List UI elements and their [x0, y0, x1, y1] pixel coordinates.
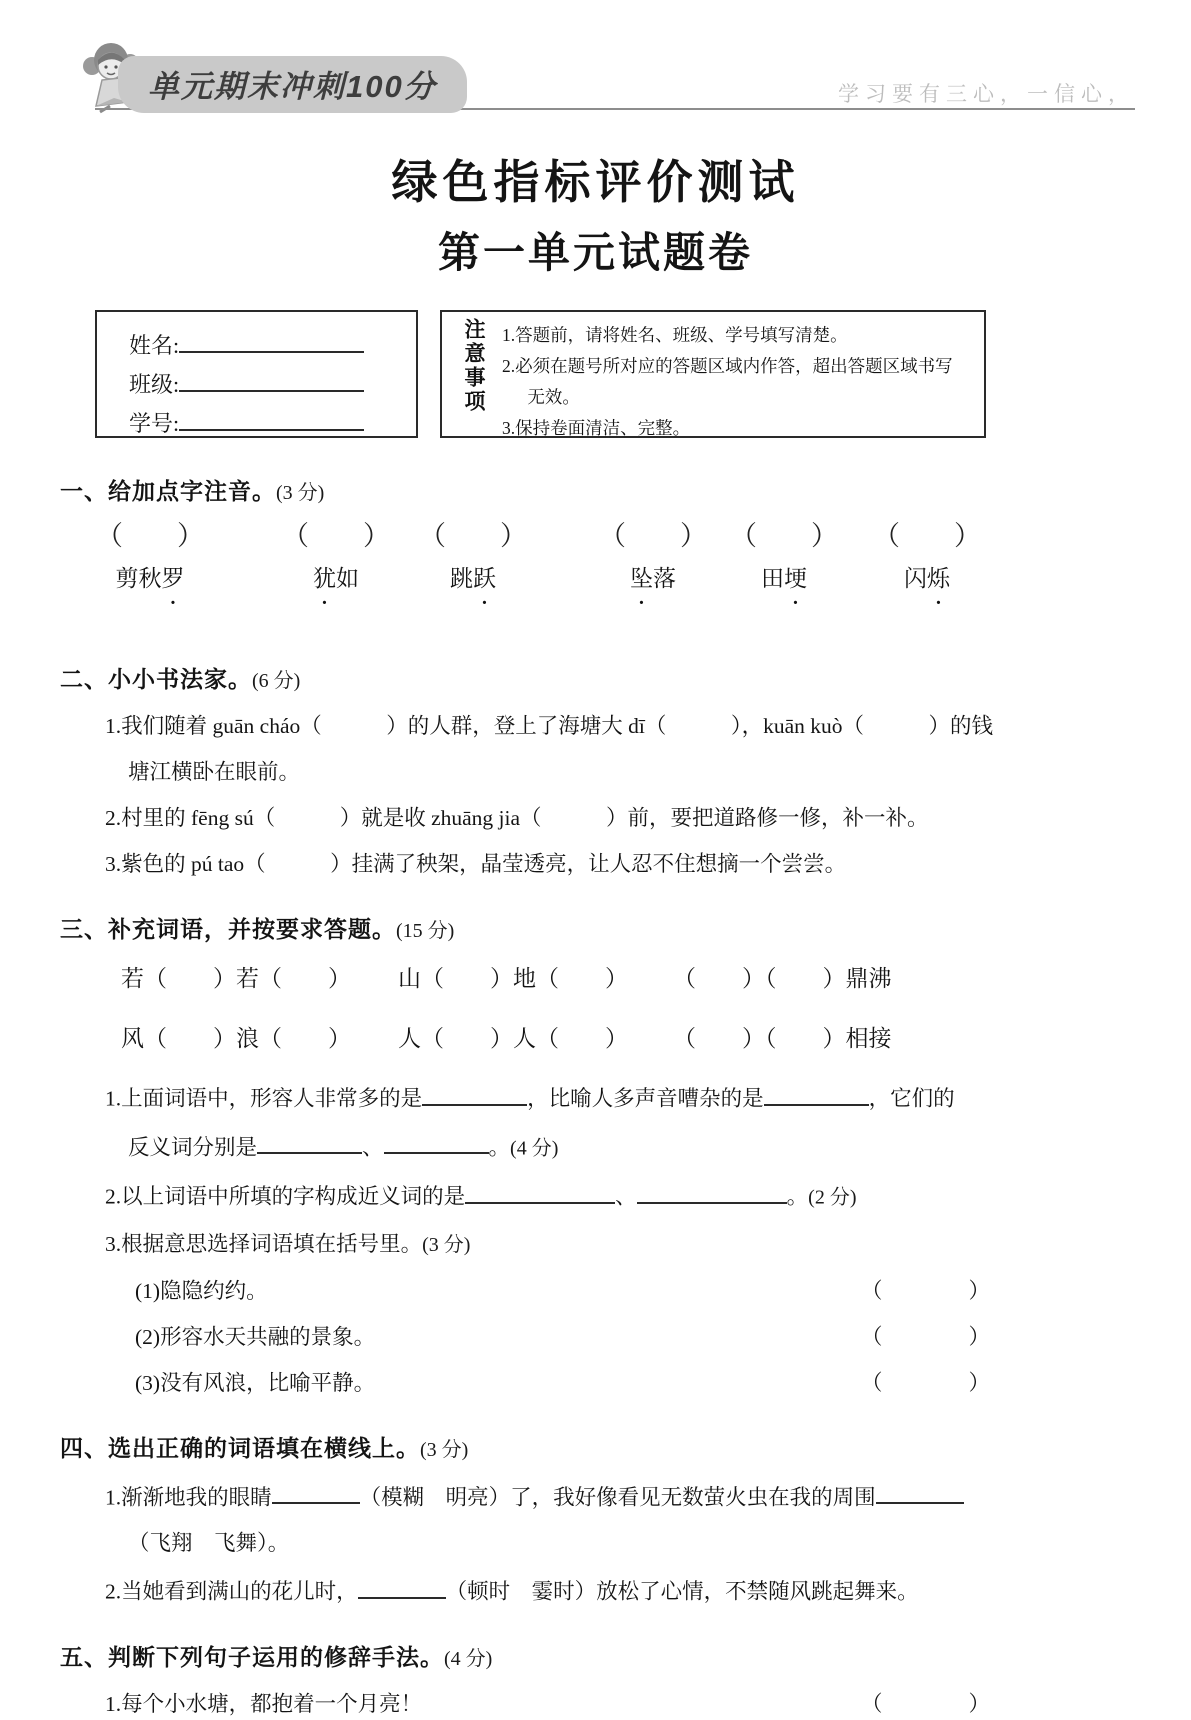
- answer-parens: （ ）: [730, 521, 838, 551]
- name-blank: [179, 328, 364, 353]
- dotted-char: 犹: [313, 566, 336, 591]
- answer-parens: （ ）: [96, 521, 204, 551]
- s3-q2: 2.以上词语中所填的字构成近义词的是 、 。(2 分): [60, 1179, 1131, 1214]
- fill-blank: [637, 1179, 787, 1204]
- series-badge: 单元期末冲刺100分: [118, 56, 467, 113]
- dotted-char: 坠: [630, 566, 653, 591]
- page-subtitle: 第一单元试题卷: [437, 231, 753, 277]
- exam-body: [0, 476, 1191, 1720]
- fill-blank: [764, 1081, 869, 1106]
- student-id-label: 学号:: [129, 411, 180, 437]
- class-field: [129, 367, 416, 400]
- s2-item-3: 3.紫色的 pú tao（ ）挂满了秧架，晶莹透亮，让人忍不住想摘一个尝尝。: [105, 852, 847, 876]
- pinyin-annotation-row: [60, 518, 1131, 630]
- answer-parens: （ ）: [860, 1691, 990, 1716]
- student-id-field: [129, 406, 416, 439]
- answer-parens: （ ）: [873, 521, 981, 551]
- answer-parens: （ ）: [860, 1324, 990, 1349]
- answer-parens: （ ）: [599, 521, 707, 551]
- section-3-heading: 三、补充词语，并按要求答题。(15 分): [60, 916, 455, 942]
- dotted-char: 跃: [473, 566, 496, 591]
- fill-blank: [272, 1480, 360, 1505]
- class-blank: [179, 367, 364, 392]
- answer-parens: （ ）: [419, 521, 527, 551]
- notice-item-1: 1.答题前，请将姓名、班级、学号填写清楚。: [502, 325, 848, 345]
- section-2-heading: 二、小小书法家。(6 分): [60, 666, 301, 692]
- s3-q1-line-1: 1.上面词语中，形容人非常多的是 ，比喻人多声音嘈杂的是 ，它们的: [60, 1081, 1131, 1115]
- name-field: [129, 328, 416, 361]
- s3-q3-sub-3: (3)没有风浪，比喻平静。 （ ）: [60, 1368, 1131, 1399]
- s4-item-1-line-2: （飞翔 飞舞）。: [128, 1531, 290, 1556]
- page-title: 绿色指标评价测试: [391, 157, 800, 208]
- dotted-char: 罗: [161, 566, 185, 591]
- notice-item-3: 3.保持卷面清洁、完整。: [502, 418, 691, 439]
- answer-parens: （ ）: [860, 1370, 990, 1395]
- class-label: 班级:: [129, 372, 180, 398]
- dotted-char: 埂: [784, 566, 807, 591]
- notice-box: [440, 310, 986, 438]
- section-4-heading: 四、选出正确的词语填在横线上。(3 分): [60, 1434, 469, 1461]
- dotted-char: 烁: [927, 566, 950, 591]
- s4-item-2: 2.当她看到满山的花儿时， （顿时 霎时）放松了心情，不禁随风跳起舞来。: [60, 1574, 1131, 1608]
- s5-item-1: 1.每个小水塘，都抱着一个月亮！ （ ）: [60, 1689, 1131, 1720]
- s3-q3-sub-1: (1)隐隐约约。 （ ）: [60, 1276, 1131, 1307]
- pinyin-word-3: （ ） 跳跃: [398, 518, 548, 594]
- s3-q1-line-2: 反义词分别是 、 。(4 分): [60, 1130, 1131, 1165]
- s2-item-2: 2.村里的 fēng sú（ ）就是收 zhuāng jia（ ）前，要把道路修一修，补一补。: [105, 806, 929, 830]
- pinyin-word-5: （ ） 田埂: [709, 518, 859, 594]
- fill-blank: [422, 1081, 527, 1106]
- student-id-blank: [179, 406, 364, 431]
- name-label: 姓名:: [129, 333, 180, 359]
- page-header: [0, 0, 1191, 120]
- notice-item-2: 2.必须在题号所对应的答题区域内作答，超出答题区域书写: [502, 356, 953, 377]
- answer-parens: （ ）: [860, 1278, 990, 1303]
- pinyin-word-1: （ ） 剪秋罗: [75, 518, 225, 594]
- section-5-heading: 五、判断下列句子运用的修辞手法。(4 分): [60, 1643, 493, 1670]
- pinyin-word-4: （ ） 坠落: [578, 518, 728, 594]
- pinyin-word-2: （ ） 犹如: [261, 518, 411, 594]
- section-1-heading: 一、给加点字注音。(3 分): [60, 478, 325, 504]
- fill-blank: [358, 1574, 446, 1599]
- s4-item-1-line-1: 1.渐渐地我的眼睛 （模糊 明亮）了，我好像看见无数萤火虫在我的周围: [60, 1480, 1131, 1514]
- fill-blank: [876, 1480, 964, 1505]
- info-notice-row: [0, 310, 1191, 442]
- header-motto: 学习要有三心，一信心，: [838, 83, 1135, 106]
- word-completion-row-2: 风（ ）浪（ ） 人（ ）人（ ） （ ）（ ）相接: [121, 1026, 892, 1051]
- notice-label: 注意事项: [462, 318, 485, 414]
- word-completion-row-1: 若（ ）若（ ） 山（ ）地（ ） （ ）（ ）鼎沸: [121, 966, 892, 991]
- answer-parens: （ ）: [282, 521, 390, 551]
- fill-blank: [257, 1130, 362, 1155]
- s2-item-1-line-1: 1.我们随着 guān cháo（ ）的人群，登上了海塘大 dī（ ），kuān kuò（ ）的钱: [105, 714, 994, 738]
- s3-q3-heading: 3.根据意思选择词语填在括号里。(3 分): [105, 1231, 471, 1256]
- notice-item-2-cont: 无效。: [527, 387, 580, 408]
- s2-item-1-line-2: 塘江横卧在眼前。: [128, 760, 301, 784]
- s3-q3-sub-2: (2)形容水天共融的景象。 （ ）: [60, 1322, 1131, 1353]
- notice-items: [498, 312, 963, 439]
- pinyin-word-6: （ ） 闪烁: [852, 518, 1002, 594]
- student-info-box: [95, 310, 418, 438]
- fill-blank: [465, 1179, 615, 1204]
- fill-blank: [384, 1130, 489, 1155]
